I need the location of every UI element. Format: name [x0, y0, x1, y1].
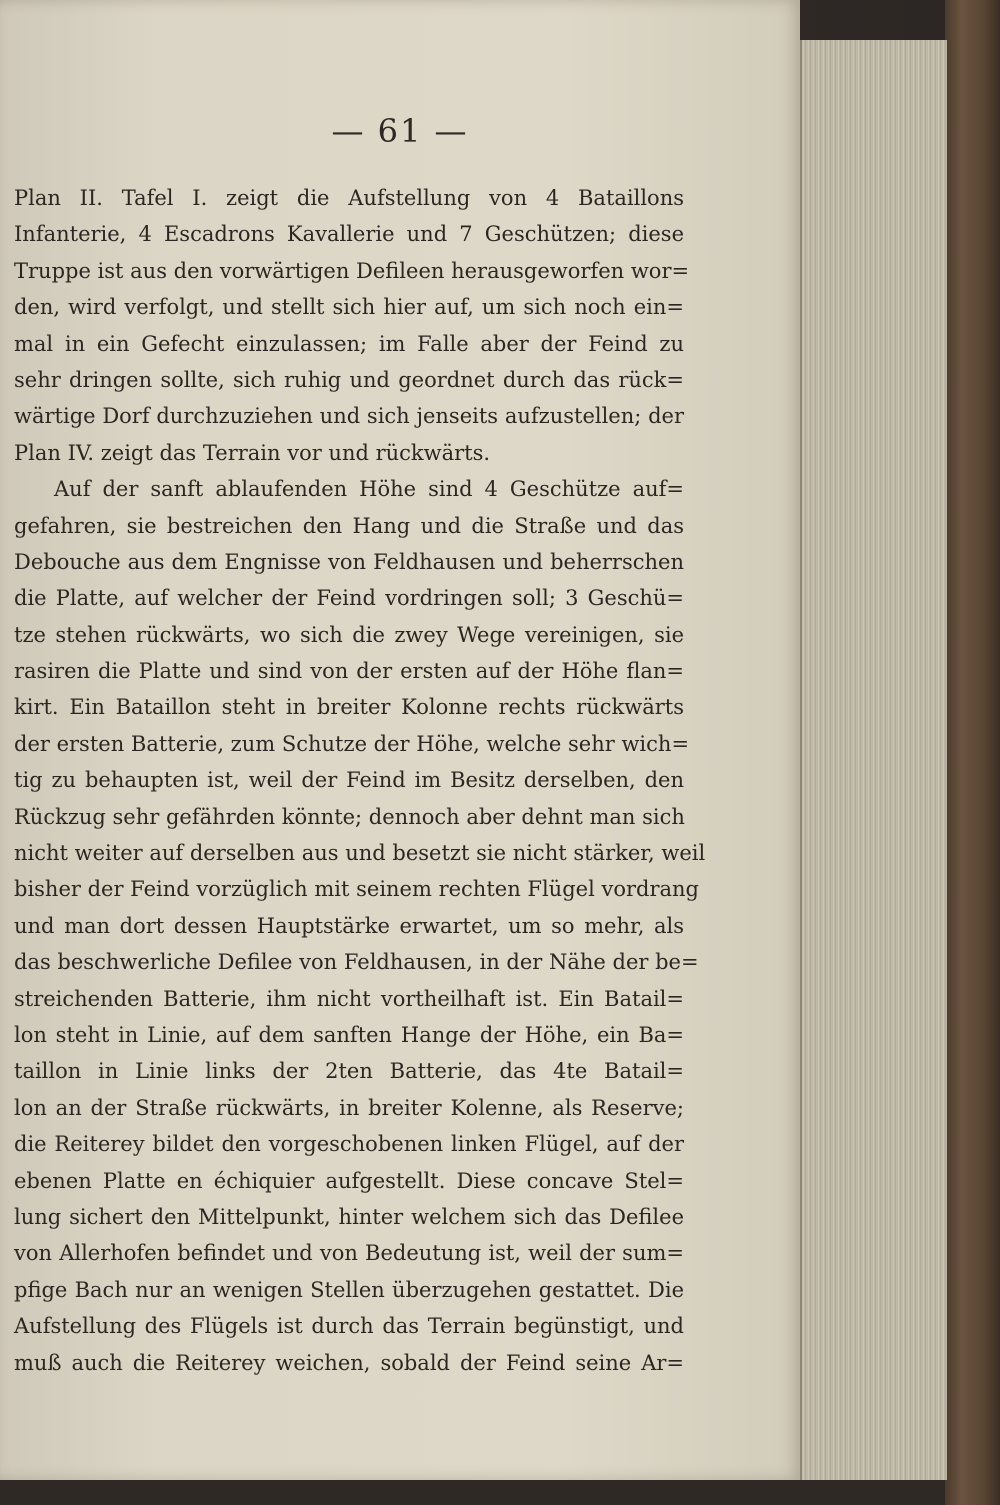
text-line: Plan II. Tafel I. zeigt die Aufstellung von 4 Bataillons	[14, 186, 684, 210]
text-line: die Platte, auf welcher der Feind vordringen soll; 3 Geschü=	[14, 586, 684, 611]
text-line: tig zu behaupten ist, weil der Feind im Besitz derselben, den	[14, 768, 684, 793]
text-line: pfige Bach nur an wenigen Stellen überzugehen gestattet. Die	[14, 1277, 684, 1302]
text-line: Debouche aus dem Engnisse von Feldhausen und beherrschen	[14, 549, 684, 574]
text-line: bisher der Feind vorzüglich mit seinem rechten Flügel vordrang	[14, 877, 699, 902]
text-line: Aufstellung des Flügels ist durch das Terrain begünstigt, und	[14, 1314, 684, 1339]
book-cover-edge	[945, 0, 1000, 1505]
page-body-text	[14, 180, 706, 1381]
page-stack-edge	[800, 40, 947, 1480]
text-line: die Reiterey bildet den vorgeschobenen linken Flügel, auf der	[14, 1132, 684, 1157]
text-line: rasiren die Platte und sind von der ersten auf der Höhe flan=	[14, 659, 684, 684]
text-line: lon an der Straße rückwärts, in breiter Kolenne, als Reserve;	[14, 1095, 684, 1120]
text-line: ebenen Platte en échiquier aufgestellt. Diese concave Stel=	[14, 1168, 684, 1193]
text-line: kirt. Ein Bataillon steht in breiter Kolonne rechts rückwärts	[14, 695, 684, 720]
text-line: Infanterie, 4 Escadrons Kavallerie und 7 Geschützen; diese	[14, 222, 684, 247]
text-line: mal in ein Gefecht einzulassen; im Falle aber der Feind zu	[14, 331, 684, 356]
text-line: Rückzug sehr gefährden könnte; dennoch aber dehnt man sich	[14, 804, 685, 829]
text-line: taillon in Linie links der 2ten Batterie, das 4te Batail=	[14, 1059, 684, 1084]
text-line: lon steht in Linie, auf dem sanften Hange der Höhe, ein Ba=	[14, 1022, 684, 1047]
text-line: das beschwerliche Defilee von Feldhausen, in der Nähe der be=	[14, 950, 699, 975]
text-line: Auf der sanft ablaufenden Höhe sind 4 Geschütze auf=	[54, 477, 684, 502]
text-line: streichenden Batterie, ihm nicht vortheilhaft ist. Ein Batail=	[14, 986, 684, 1011]
text-line: nicht weiter auf derselben aus und besetzt sie nicht stärker, weil	[14, 841, 706, 866]
text-line: Plan IV. zeigt das Terrain vor und rückwärts.	[14, 440, 491, 465]
text-line: lung sichert den Mittelpunkt, hinter welchem sich das Defilee	[14, 1204, 684, 1229]
text-line: sehr dringen sollte, sich ruhig und geordnet durch das rück=	[14, 367, 684, 392]
text-line: der ersten Batterie, zum Schutze der Höhe, welche sehr wich=	[14, 731, 690, 756]
text-line: tze stehen rückwärts, wo sich die zwey Wege vereinigen, sie	[14, 622, 684, 647]
page-number-header: — 61 —	[331, 112, 469, 150]
text-line: Truppe ist aus den vorwärtigen Defileen herausgeworfen wor=	[14, 258, 690, 283]
scan-background	[0, 1480, 945, 1505]
text-line: gefahren, sie bestreichen den Hang und die Straße und das	[14, 513, 684, 538]
text-line: wärtige Dorf durchzuziehen und sich jenseits aufzustellen; der	[14, 404, 684, 429]
text-line: den, wird verfolgt, und stellt sich hier auf, um sich noch ein=	[14, 295, 684, 320]
text-line: und man dort dessen Hauptstärke erwartet, um so mehr, als	[14, 913, 684, 938]
text-line: von Allerhofen befindet und von Bedeutung ist, weil der sum=	[14, 1241, 684, 1266]
text-line: muß auch die Reiterey weichen, sobald der Feind seine Ar=	[14, 1350, 684, 1375]
